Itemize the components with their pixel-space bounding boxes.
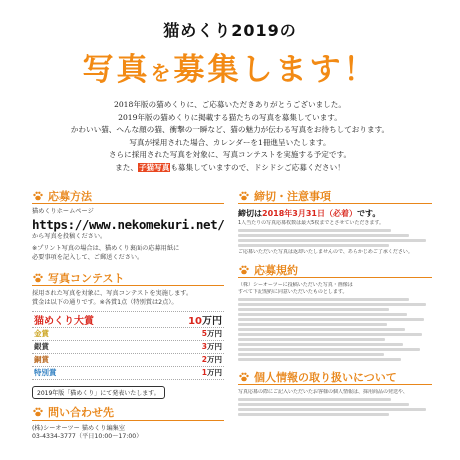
unreadable-fine-print — [238, 348, 420, 351]
title-part-recruiting: 募集します！ — [173, 52, 378, 88]
section-title: 個人情報の取り扱いについて — [254, 370, 397, 384]
contest-desc: 採用された写真を対象に、写真コンテストを実施します。 — [32, 290, 193, 298]
intro-line: 写真が採用された場合、カレンダーを1冊進呈いたします。 — [129, 137, 331, 147]
right-column — [238, 188, 432, 418]
apply-note: 必要事項を記入して、ご郵送ください。 — [32, 253, 144, 261]
unreadable-fine-print — [238, 239, 426, 242]
prize-unit: 万円 — [207, 355, 222, 365]
section-title: 写真コンテスト — [48, 271, 125, 285]
unreadable-fine-print — [238, 303, 426, 306]
prize-number: 3 — [201, 342, 207, 352]
section-header-privacy — [238, 369, 432, 385]
unreadable-fine-print — [238, 413, 389, 416]
prize-name: 特別賞 — [34, 368, 57, 378]
section-title: 応募規約 — [254, 263, 298, 277]
paw-icon — [238, 371, 250, 383]
intro-last-pre: また、 — [115, 162, 138, 172]
section-header-contest — [32, 270, 224, 286]
prize-unit: 万円 — [202, 315, 222, 327]
intro-paragraph — [30, 99, 430, 175]
prize-amount — [202, 341, 222, 352]
kitten-photo-highlight: 子猫写真 — [138, 162, 170, 172]
prize-amount — [202, 354, 222, 365]
section-header-how-to-apply — [32, 188, 224, 204]
apply-note: ※プリント写真の場合は、猫めくり裏面の応募用紙に — [32, 245, 180, 253]
prize-table — [32, 311, 224, 380]
announce-badge: 2019年版「猫めくり」にて発表いたします。 — [32, 386, 165, 399]
unreadable-fine-print — [238, 343, 403, 346]
unreadable-fine-print — [238, 313, 407, 316]
deadline-pre: 締切は — [238, 209, 262, 218]
section-title: 応募方法 — [48, 189, 92, 203]
unreadable-fine-print — [238, 328, 405, 331]
unreadable-fine-print — [238, 333, 422, 336]
apply-line-1: 猫めくりホームページ — [32, 208, 94, 215]
prize-row — [32, 328, 224, 341]
prize-number: 5 — [201, 329, 207, 339]
deadline-date: 2018年3月31日（必着） — [262, 209, 357, 218]
left-column — [32, 188, 224, 442]
contact-tel: 03-4334-3777（平日10:00～17:00） — [32, 433, 143, 441]
prize-name: 銅賞 — [34, 355, 49, 365]
unreadable-fine-print — [238, 229, 391, 232]
website-url-link[interactable]: https://www.nekomekuri.net/ — [32, 216, 225, 232]
prize-number: 1 — [201, 368, 207, 378]
prize-row — [32, 341, 224, 354]
paw-icon — [32, 190, 44, 202]
terms-list — [238, 282, 432, 361]
intro-line: 2019年版の猫めくりに掲載する猫たちの写真を募集しています。 — [118, 112, 342, 122]
section-header-deadline — [238, 188, 432, 204]
contact-company: (株)シーオーツー 猫めくり編集室 — [32, 424, 126, 432]
intro-line-last — [30, 162, 430, 175]
privacy-text — [238, 389, 432, 416]
unreadable-fine-print — [238, 318, 424, 321]
unreadable-fine-print — [238, 234, 409, 237]
header-title — [0, 44, 460, 89]
deadline-post: です。 — [356, 209, 381, 218]
prize-amount — [188, 312, 222, 327]
unreadable-fine-print — [238, 358, 401, 361]
terms-line: （株）シーオーツーに投稿いただいた写真・画像は — [238, 282, 353, 289]
header-subtitle: 猫めくり2019の — [163, 21, 297, 40]
contest-desc: 賞金は以下の通りです。※各賞1点（特別賞は2点）。 — [32, 298, 178, 306]
unreadable-fine-print — [238, 408, 426, 411]
deadline-notes — [238, 220, 432, 256]
paw-icon — [32, 406, 44, 418]
title-part-particle: を — [150, 61, 174, 85]
title-part-photo: 写真 — [82, 52, 151, 88]
intro-line: 2018年版の猫めくりに、ご応募いただきありがとうございました。 — [114, 100, 346, 109]
paw-icon — [32, 272, 44, 284]
unreadable-fine-print — [238, 323, 387, 326]
paw-icon — [238, 264, 250, 276]
intro-line: さらに採用された写真を対象に、写真コンテストを実施する予定です。 — [108, 150, 352, 160]
unreadable-fine-print — [238, 338, 385, 341]
prize-unit: 万円 — [207, 329, 222, 339]
prize-name: 金賞 — [34, 329, 49, 339]
unreadable-fine-print — [238, 353, 384, 356]
unreadable-fine-print — [238, 244, 389, 247]
prize-row — [32, 312, 224, 328]
intro-last-post: も募集していますので、ドシドシご応募ください！ — [170, 162, 345, 172]
section-title: 問い合わせ先 — [48, 406, 114, 420]
deadline-note-line: 1人当たりの写真応募枚数は最大5枚までとさせていただきます。 — [238, 220, 384, 226]
apply-line-2: から写真を投稿ください。 — [32, 232, 107, 240]
prize-number: 2 — [201, 355, 207, 365]
section-title: 締切・注意事項 — [254, 189, 331, 203]
prize-amount — [202, 367, 222, 378]
terms-line: すべて下記規約に同意いただいたものとします。 — [238, 289, 348, 296]
section-header-terms — [238, 262, 432, 278]
deadline-statement — [238, 208, 432, 220]
prize-unit: 万円 — [207, 342, 222, 352]
prize-name: 銀賞 — [34, 342, 49, 352]
unreadable-fine-print — [238, 298, 409, 301]
prize-name: 猫めくり大賞 — [34, 315, 94, 327]
prize-row — [32, 354, 224, 367]
prize-amount — [202, 328, 222, 339]
paw-icon — [238, 190, 250, 202]
privacy-line: 写真応募の際にご記入いただいたお客様の個人情報は、採用商品の発送や、 — [238, 389, 408, 396]
unreadable-fine-print — [238, 403, 409, 406]
deadline-note-line: ご応募いただいた写真は返却いたしませんので、あらかじめご了承ください。 — [238, 249, 413, 256]
unreadable-fine-print — [238, 308, 389, 311]
unreadable-fine-print — [238, 398, 391, 401]
section-header-contact — [32, 405, 224, 421]
intro-line: かわいい猫、へんな顔の猫、衝撃の一瞬など、猫の魅力が伝わる写真をお待ちしております。 — [70, 125, 390, 135]
prize-unit: 万円 — [207, 368, 222, 378]
prize-row — [32, 367, 224, 380]
prize-number: 10 — [188, 315, 202, 327]
